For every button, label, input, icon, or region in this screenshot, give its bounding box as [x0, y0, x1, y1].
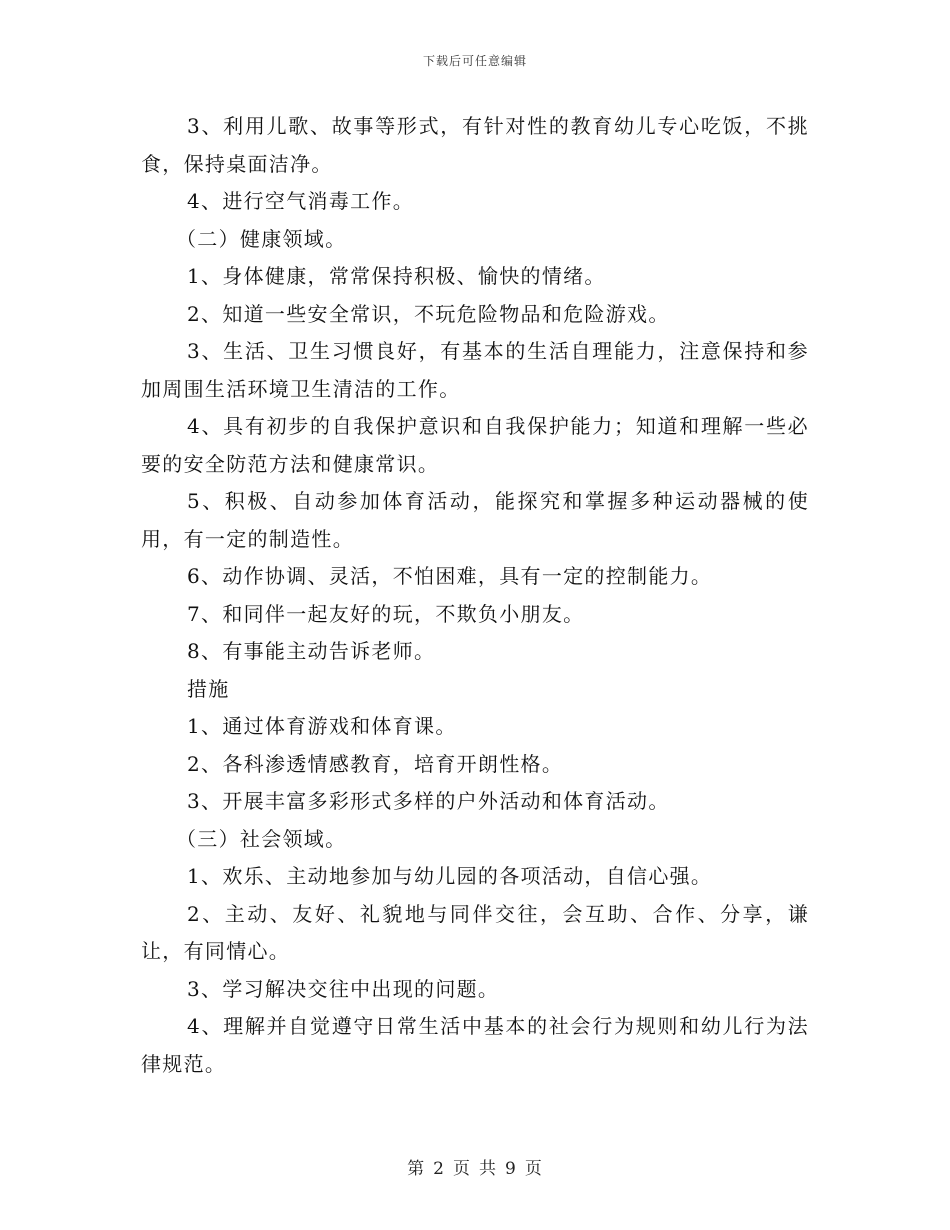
paragraph: 5、积极、自动参加体育活动，能探究和掌握多种运动器械的使用，有一定的制造性。 [141, 489, 809, 551]
paragraph: 4、具有初步的自我保护意识和自我保护能力；知道和理解一些必要的安全防范方法和健康常识。 [141, 414, 809, 476]
paragraph: 2、主动、友好、礼貌地与同伴交往，会互助、合作、分享，谦让，有同情心。 [141, 901, 809, 963]
page-header: 下载后可任意编辑 [422, 54, 527, 68]
paragraph: 1、通过体育游戏和体育课。 [187, 714, 457, 738]
paragraph: 4、理解并自觉遵守日常生活中基本的社会行为规则和幼儿行为法律规范。 [141, 1014, 809, 1076]
paragraph: 3、利用儿歌、故事等形式，有针对性的教育幼儿专心吃饭，不挑食，保持桌面洁净。 [141, 114, 809, 176]
footer-prefix: 第 [407, 1159, 426, 1179]
paragraph: 3、生活、卫生习惯良好，有基本的生活自理能力，注意保持和参加周围生活环境卫生清洁的工作。 [141, 339, 809, 401]
paragraph: 3、学习解决交往中出现的问题。 [187, 976, 500, 1001]
paragraph: 1、欢乐、主动地参加与幼儿园的各项活动，自信心强。 [187, 864, 713, 888]
paragraph: 8、有事能主动告诉老师。 [187, 639, 436, 663]
total-pages-number: 9 [505, 1159, 517, 1179]
current-page-number: 2 [433, 1159, 445, 1179]
section-heading: （三）社会领域。 [176, 826, 347, 851]
document-body [141, 108, 809, 1083]
section-heading: （二）健康领域。 [176, 226, 347, 251]
paragraph: 2、知道一些安全常识，不玩危险物品和危险游戏。 [187, 301, 670, 326]
subsection-heading: 措施 [187, 676, 230, 701]
footer-suffix: 页 [524, 1159, 543, 1179]
footer-total-word: 共 [479, 1159, 497, 1179]
paragraph: 7、和同伴一起友好的玩，不欺负小朋友。 [187, 601, 585, 626]
footer-page-word: 页 [453, 1159, 471, 1179]
paragraph: 6、动作协调、灵活，不怕困难，具有一定的控制能力。 [187, 564, 713, 588]
paragraph: 3、开展丰富多彩形式多样的户外活动和体育活动。 [187, 789, 670, 813]
paragraph: 4、进行空气消毒工作。 [187, 189, 415, 213]
paragraph: 1、身体健康，常常保持积极、愉快的情绪。 [187, 264, 606, 288]
paragraph: 2、各科渗透情感教育，培育开朗性格。 [187, 751, 564, 776]
page-footer [0, 1154, 950, 1179]
